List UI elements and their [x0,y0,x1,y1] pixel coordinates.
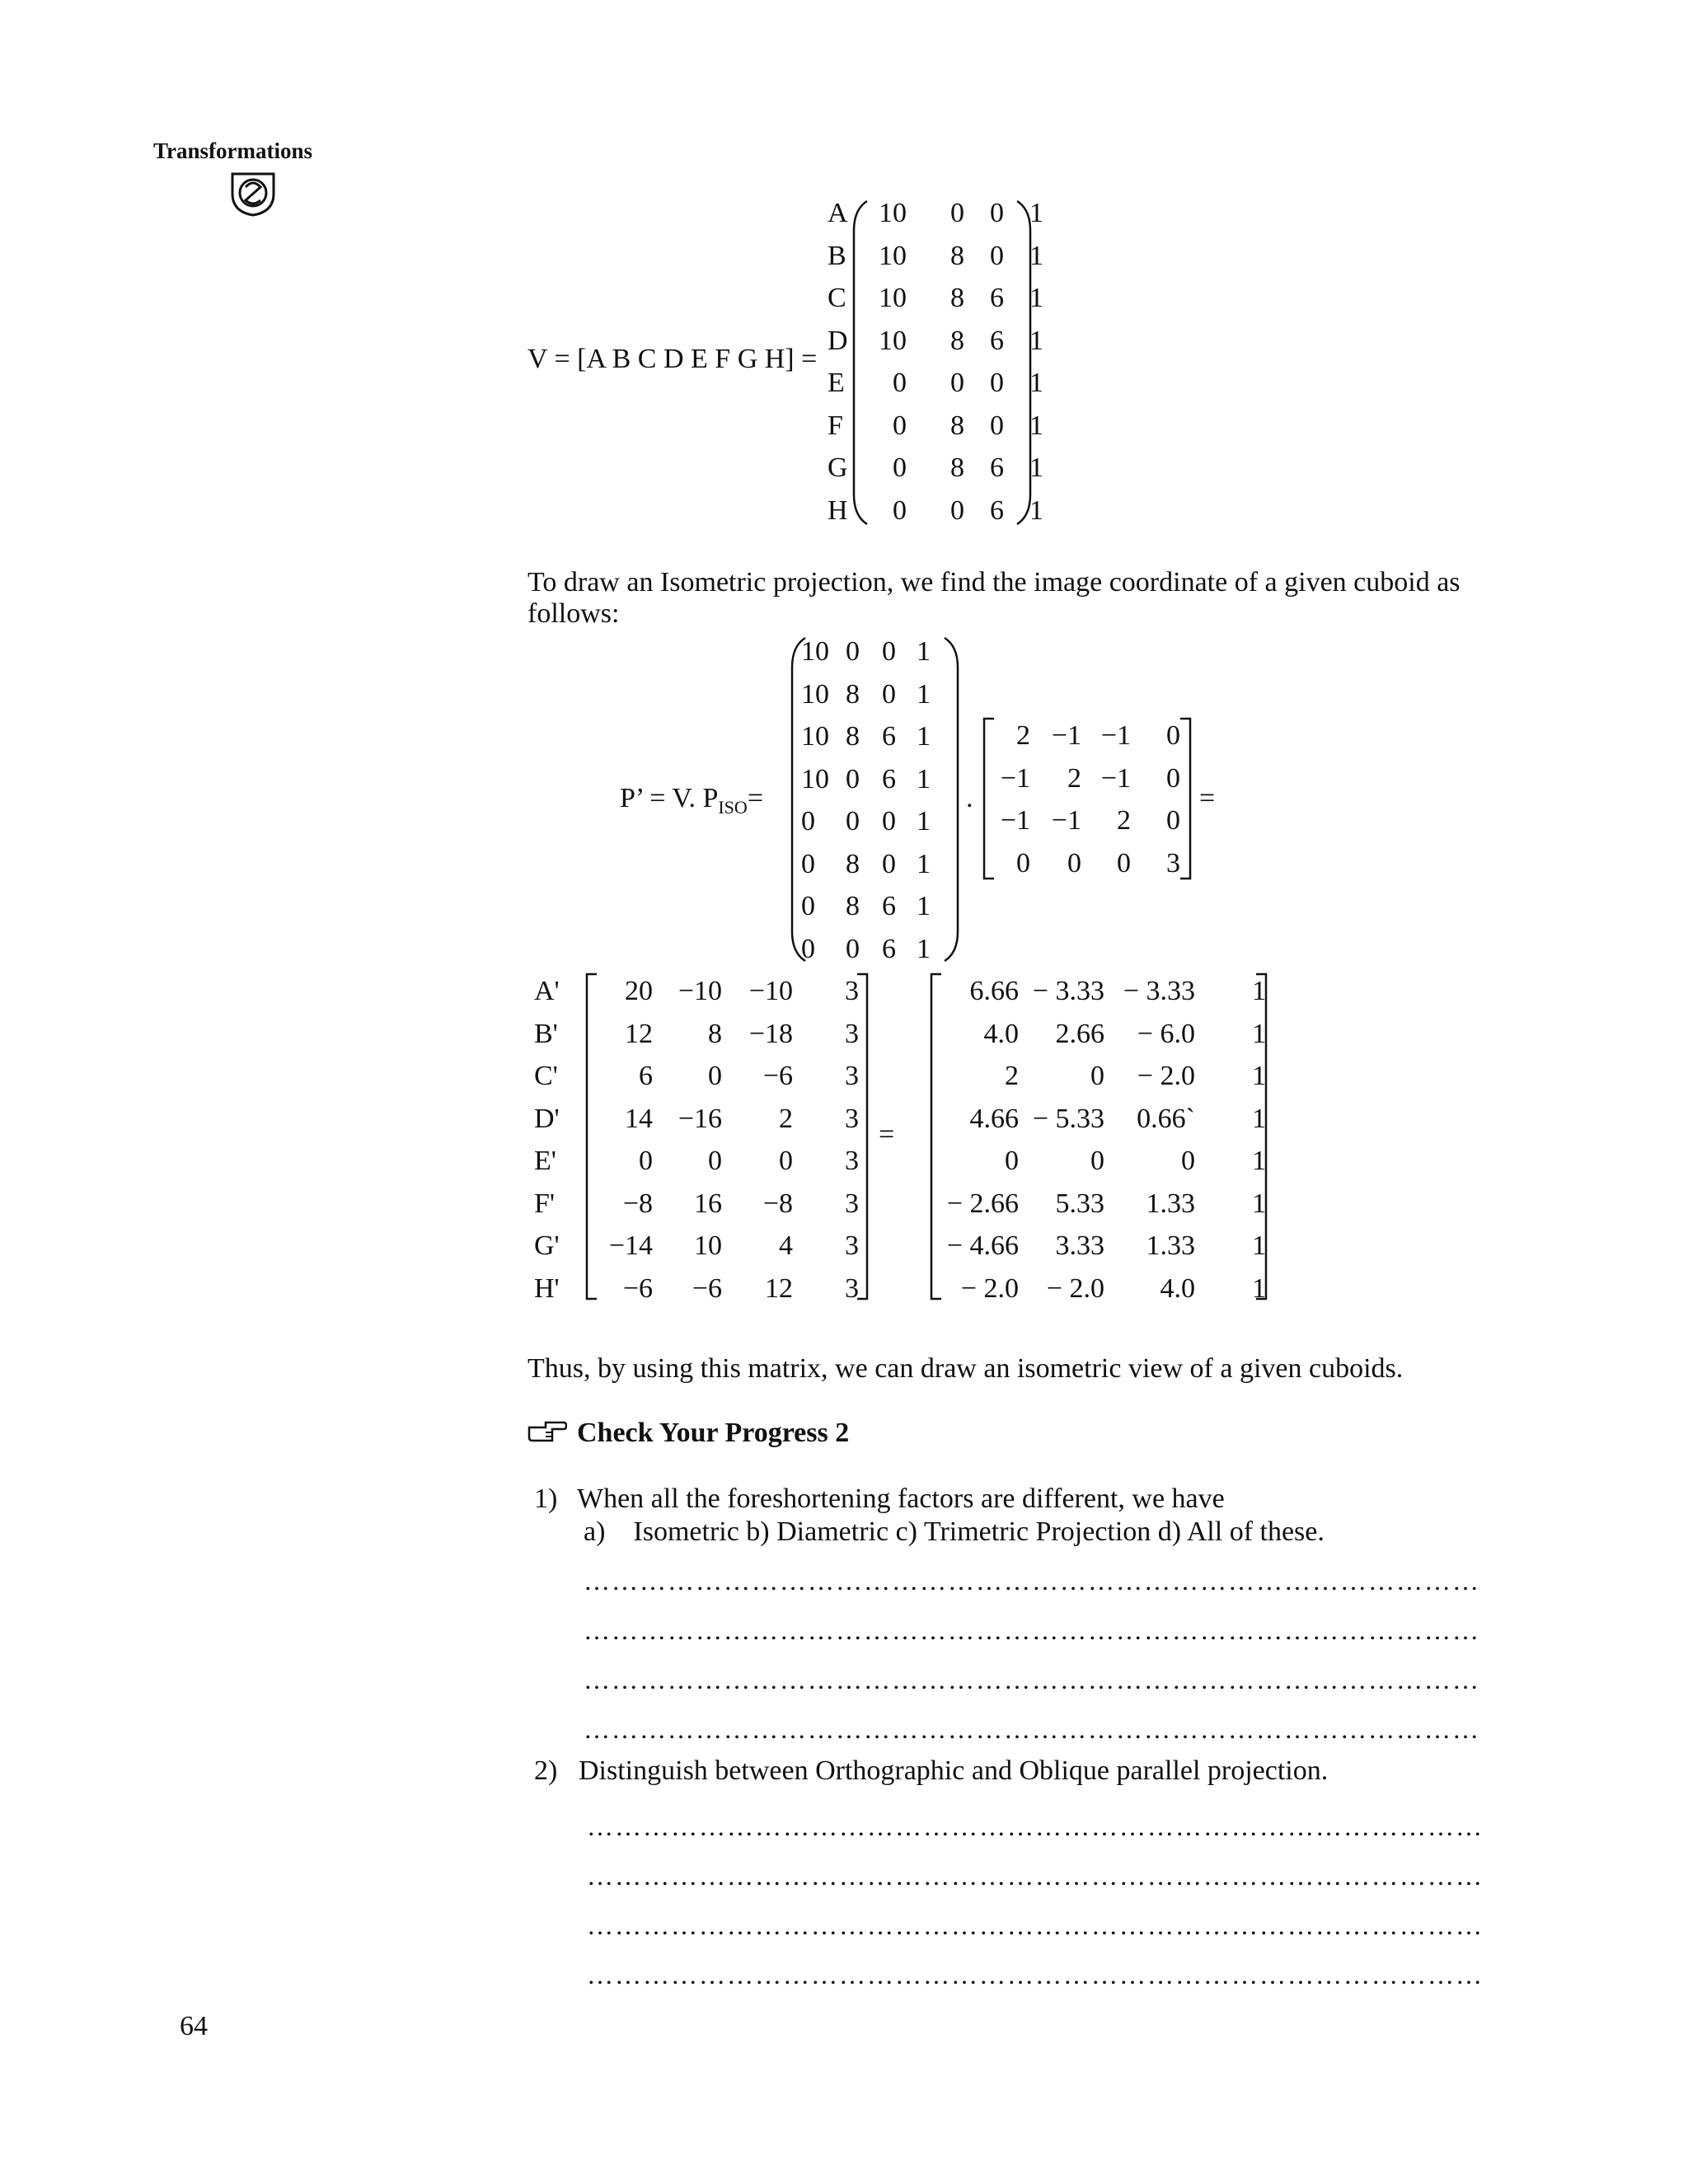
matrix-cell: 1 [1252,1103,1266,1134]
matrix-cell: 8 [846,848,860,879]
matrix-cell: 2 [1016,720,1030,751]
question-2-text: Distinguish between Orthographic and Oblique parallel projection. [579,1755,1329,1786]
matrix-cell: 0 [1016,847,1030,879]
matrix-cell: − 4.66 [946,1230,1019,1261]
matrix-cell: 0 [801,891,815,921]
matrix-cell: 1 [1029,240,1043,271]
matrix-cell: 0 [893,452,907,483]
matrix-cell: 0 [1181,1146,1195,1176]
matrix-cell: 1 [1252,1230,1266,1261]
matrix-cell: 0 [893,368,907,398]
matrix-cell: −1 [1000,762,1030,794]
row-label: F' [534,1188,556,1219]
matrix-cell: 10 [879,240,907,271]
matrix-cell: 0 [779,1146,793,1176]
answer-line[interactable]: …………………………………………………………………………………… [587,1861,1484,1891]
row-label: G [828,452,848,483]
matrix-cell: 0 [990,198,1004,228]
section-title: Transformations [153,138,312,163]
matrix-cell: 6 [990,452,1004,483]
matrix-cell: 1 [1252,1061,1266,1091]
page-number: 64 [180,2011,208,2041]
matrix-cell: 1 [1029,410,1043,441]
matrix-cell: 8 [846,891,860,921]
matrix-cell: −8 [762,1188,793,1219]
matrix-cell: 4.0 [1160,1272,1195,1304]
matrix-cell: 0 [846,806,860,837]
matrix-cell: 3 [845,1103,859,1134]
answer-line[interactable]: …………………………………………………………………………………… [584,1714,1480,1744]
answer-line[interactable]: …………………………………………………………………………………… [587,1910,1484,1940]
matrix-cell: 0 [1166,805,1180,836]
matrix-cell: 0 [990,368,1004,398]
answer-line[interactable]: …………………………………………………………………………………… [584,1665,1480,1694]
matrix-cell: 0 [1067,847,1081,879]
row-label: C [828,283,846,313]
row-label: D' [534,1103,560,1134]
matrix-cell: 4 [779,1230,793,1261]
matrix-cell: 1 [917,848,931,879]
matrix-cell: − 3.33 [1123,976,1195,1006]
matrix-cell: 10 [694,1230,722,1261]
matrix-cell: 3 [845,1230,859,1261]
matrix-cell: 1 [1029,283,1043,313]
matrix-cell: −10 [678,976,722,1006]
matrix-cell: 3 [845,976,859,1006]
matrix-cell: 0 [990,410,1004,441]
matrix-cell: 16 [694,1188,722,1219]
answer-line[interactable]: …………………………………………………………………………………… [587,1811,1484,1841]
matrix-cell: 1.33 [1146,1188,1195,1219]
matrix-cell: 2 [1005,1061,1019,1091]
matrix-cell: 0 [893,494,907,526]
matrix-cell: 0 [882,636,896,667]
matrix-cell: 3.33 [1055,1230,1104,1261]
matrix-cell: 1 [1252,1018,1266,1049]
matrix-cell: 10 [801,721,829,752]
matrix-cell: 0 [708,1061,722,1091]
university-emblem-icon [229,169,277,217]
matrix-cell: 1 [917,678,931,710]
matrix-cell: 0 [882,806,896,837]
matrix-cell: 0 [990,240,1004,271]
matrix-cell: 10 [801,678,829,710]
matrix-cell: −1 [1051,805,1081,836]
matrix-cell: 6 [990,494,1004,526]
matrix-cell: 1 [917,806,931,837]
matrix-cell: 0 [950,198,964,228]
matrix-cell: 8 [846,721,860,752]
matrix-cell: 1 [917,721,931,752]
matrix-cell: 3 [845,1188,859,1219]
matrix-cell: 10 [879,283,907,313]
matrix-cell: 1 [917,891,931,921]
matrix-cell: 1.33 [1146,1230,1195,1261]
matrix-cell: 3 [845,1272,859,1304]
dot-operator: . [966,783,973,813]
row-label: F [828,410,843,441]
matrix-cell: 0 [1166,762,1180,794]
matrix-cell: −1 [1100,720,1131,751]
matrix-cell: − 2.66 [946,1188,1019,1219]
matrix-cell: 10 [801,636,829,667]
matrix-cell: − 2.0 [1137,1061,1195,1091]
matrix-cell: 1 [1029,452,1043,483]
matrix-cell: 0 [639,1146,653,1176]
question-1-number: 1) [534,1483,558,1514]
matrix-cell: 0 [1166,720,1180,751]
matrix-cell: 3 [845,1146,859,1176]
matrix-cell: 8 [950,325,964,356]
matrix-cell: 0 [950,368,964,398]
matrix-cell: 1 [1252,1146,1266,1176]
question-2-number: 2) [534,1755,558,1786]
row-label: B' [534,1018,558,1049]
matrix-cell: 1 [917,763,931,794]
row-label: E' [534,1146,556,1176]
matrix-cell: 0 [846,763,860,794]
answer-line[interactable]: …………………………………………………………………………………… [584,1566,1480,1596]
question-1-text: When all the foreshortening factors are different, we have [577,1483,1225,1514]
matrix-cell: − 6.0 [1137,1018,1195,1049]
matrix-cell: 10 [879,198,907,228]
matrix-cell: 1 [1029,325,1043,356]
matrix-cell: −1 [1100,762,1131,794]
matrix-cell: 6 [882,891,896,921]
matrix-cell: 8 [950,452,964,483]
matrix-cell: 0 [1117,847,1131,879]
matrix-cell: − 3.33 [1032,976,1104,1006]
matrix-cell: 14 [625,1103,653,1134]
matrix-cell: −6 [762,1061,793,1091]
matrix-cell: 1 [1252,1188,1266,1219]
projection-equals: = [1199,783,1216,813]
matrix-cell: 0 [801,933,815,964]
matrix-cell: 6 [882,933,896,964]
matrix-cell: 6 [882,721,896,752]
matrix-cell: − 2.0 [1046,1272,1104,1304]
row-label: E [828,368,845,398]
projection-lhs: P’ = V. $P_{ISO}=$ [620,783,763,818]
matrix-cell: 6.66 [969,976,1019,1006]
matrix-cell: 8 [950,240,964,271]
row-label: C' [534,1061,558,1091]
matrix-cell: −6 [622,1272,653,1304]
matrix-cell: 10 [801,763,829,794]
matrix-cell: 3 [845,1061,859,1091]
matrix-cell: 12 [765,1272,793,1304]
matrix-cell: 2 [779,1103,793,1134]
matrix-cell: − 5.33 [1032,1103,1104,1134]
matrix-cell: 0.66` [1137,1103,1195,1134]
matrix-cell: −1 [1000,805,1030,836]
matrix-cell: 6 [882,763,896,794]
vertex-matrix-left-paren [849,198,874,527]
matrix-cell: 1 [917,933,931,964]
matrix-cell: 3 [1166,847,1180,879]
matrix-cell: 0 [801,806,815,837]
progress-heading: Check Your Progress 2 [577,1418,850,1448]
matrix-cell: 2.66 [1055,1018,1104,1049]
matrix-cell: 0 [801,848,815,879]
matrix-cell: 6 [639,1061,653,1091]
matrix-cell: 8 [846,678,860,710]
matrix-cell: 1 [1029,494,1043,526]
matrix-cell: 0 [846,933,860,964]
matrix-cell: 5.33 [1055,1188,1104,1219]
row-label: H' [534,1272,560,1304]
matrix-cell: 4.66 [969,1103,1019,1134]
matrix-cell: 0 [882,678,896,710]
matrix-cell: 0 [1090,1061,1104,1091]
matrix-cell: 0 [846,636,860,667]
row-label: B [828,240,846,271]
matrix-cell: 8 [950,283,964,313]
intro-paragraph: To draw an Isometric projection, we find the image coordinate of a given cuboid as follows: [528,567,1461,629]
matrix-cell: 1 [1029,368,1043,398]
result-equals: = [879,1119,895,1150]
matrix-cell: 2 [1117,805,1131,836]
matrix-cell: 8 [950,410,964,441]
matrix-cell: 1 [1252,976,1266,1006]
matrix-cell: 10 [879,325,907,356]
matrix-cell: 8 [708,1018,722,1049]
row-label: G' [534,1230,560,1261]
matrix-cell: −1 [1051,720,1081,751]
answer-line[interactable]: …………………………………………………………………………………… [587,1960,1484,1990]
matrix-cell: −10 [748,976,793,1006]
matrix-cell: −18 [748,1018,793,1049]
matrix-cell: −8 [622,1188,653,1219]
row-label: A' [534,976,560,1006]
matrix-cell: 12 [625,1018,653,1049]
matrix-cell: 6 [990,325,1004,356]
matrix-cell: 6 [990,283,1004,313]
matrix-cell: 3 [845,1018,859,1049]
matrix-cell: 0 [893,410,907,441]
matrix-cell: 0 [1090,1146,1104,1176]
matrix-cell: −14 [608,1230,653,1261]
matrix-cell: 1 [1029,198,1043,228]
matrix-cell: 4.0 [983,1018,1019,1049]
matrix-cell: 0 [708,1146,722,1176]
matrix-cell: 0 [950,494,964,526]
row-label: A [828,198,848,228]
matrix-cell: 1 [917,636,931,667]
matrix-cell: 1 [1252,1272,1266,1304]
matrix-cell: 0 [1005,1146,1019,1176]
matrix-cell: 20 [625,976,653,1006]
row-label: D [828,325,848,356]
vertex-matrix-lhs: V = [A B C D E F G H] = [528,344,818,374]
question-1-options: a) Isometric b) Diametric c) Trimetric Projection d) All of these. [584,1516,1325,1547]
answer-line[interactable]: …………………………………………………………………………………… [584,1615,1480,1645]
row-label: H [828,494,848,526]
vertex-matrix-right-paren [1012,198,1037,527]
conclusion-paragraph: Thus, by using this matrix, we can draw an isometric view of a given cuboids. [528,1353,1404,1384]
matrix-cell: −6 [692,1272,722,1304]
matrix-cell: − 2.0 [960,1272,1019,1304]
pointing-hand-icon [528,1419,567,1444]
matrix-cell: 0 [882,848,896,879]
matrix-cell: −16 [678,1103,722,1134]
matrix-cell: 2 [1067,762,1081,794]
